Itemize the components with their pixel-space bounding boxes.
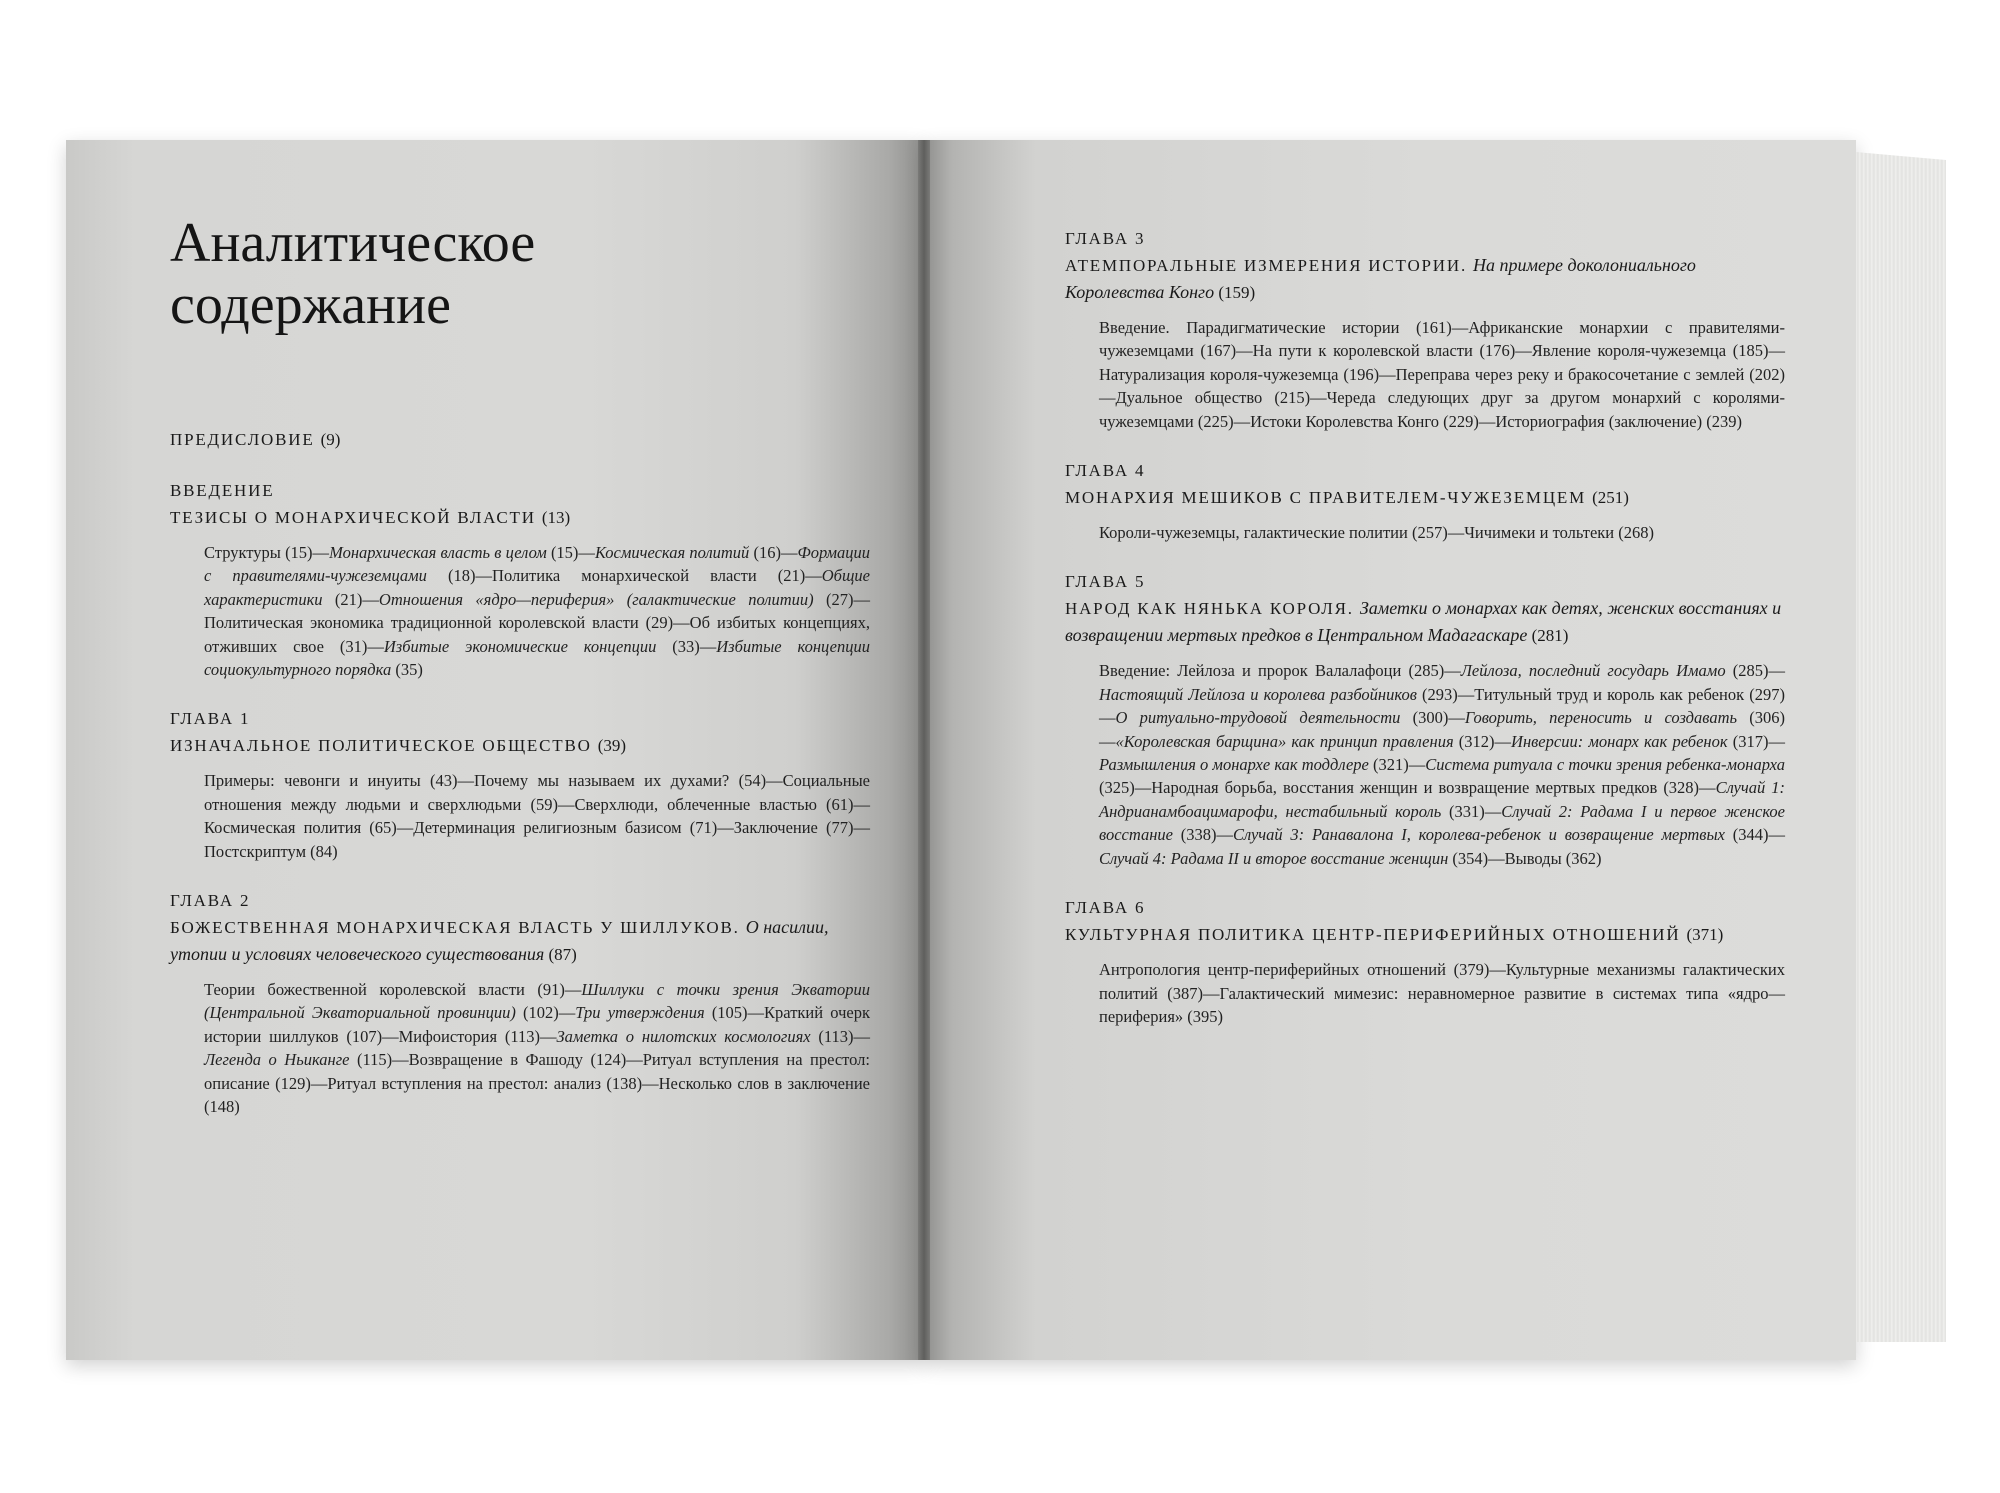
section-heading: МОНАРХИЯ МЕШИКОВ С ПРАВИТЕЛЕМ-ЧУЖЕЗЕМЦЕМ (251): [1065, 488, 1629, 508]
section-heading: БОЖЕСТВЕННАЯ МОНАРХИЧЕСКАЯ ВЛАСТЬ У ШИЛЛУКОВ. О насилии, утопии и условиях человеческого существования (87): [170, 917, 829, 965]
section-entries: Антропология центр-периферийных отношений (379)—Культурные механизмы галактических политий (387)—Галактический мимезис: неравномерное развитие в системах типа «ядро—периферия» (395): [1099, 960, 1785, 1026]
section-entries: Примеры: чевонги и инуиты (43)—Почему мы называем их духами? (54)—Социальные отношения между людьми и сверхлюдьми (59)—Сверхлюди, облеченные властью (61)—Космическая полития (65)—Детерминация религиозным базисом (71)—Заключение (77)—Постскриптум (84): [204, 771, 870, 861]
toc-section: [170, 887, 870, 1118]
section-entries: Короли-чужеземцы, галактические политии (257)—Чичимеки и тольтеки (268): [1099, 523, 1654, 543]
section-entries: Структуры (15)—Монархическая власть в целом (15)—Космическая политий (16)—Формации с правителями-чужеземцами (18)—Политика монархической власти (21)—Общие характеристики (21)—Отношения «ядро—периферия» (галактические политии) (27)—Политическая экономика традиционной королевской власти (29)—Об избитых концепциях, отживших свое (31)—Избитые экономические концепции (33)—Избитые концепции социокультурного порядка (35): [204, 543, 871, 680]
section-label: ГЛАВА 6: [1065, 898, 1146, 918]
section-heading: ПРЕДИСЛОВИЕ (9): [170, 430, 341, 449]
right-toc-list: [1065, 225, 1785, 1028]
toc-section: [170, 426, 870, 453]
section-label: ГЛАВА 5: [1065, 572, 1146, 592]
toc-section: [1065, 225, 1785, 433]
book-spine: [918, 140, 930, 1360]
toc-section: [1065, 568, 1785, 870]
section-entries: Теории божественной королевской власти (91)—Шиллуки с точки зрения Экватории (Центральной Экваториальной провинции) (102)—Три утверждения (105)—Краткий очерк истории шиллуков (107)—Мифоистория (113)—Заметка о нилотских космологиях (113)—Легенда о Ньиканге (115)—Возвращение в Фашоду (124)—Ритуал вступления на престол: описание (129)—Ритуал вступления на престол: анализ (138)—Несколько слов в заключение (148): [204, 980, 870, 1117]
section-heading: АТЕМПОРАЛЬНЫЕ ИЗМЕРЕНИЯ ИСТОРИИ. На примере доколониального Королевства Конго (159): [1065, 255, 1696, 302]
toc-section: [170, 477, 870, 681]
section-entries: Введение. Парадигматические истории (161)—Африканские монархии с правителями-чужеземцами (167)—На пути к королевской власти (176)—Явление короля-чужеземца (185)—Натурализация короля-чужеземца (196)—Переправа через реку и бракосочетание с землей (202)—Дуальное общество (215)—Череда следующих друг за другом монархий с королями-чужеземцами (225)—Истоки Королевства Конго (229)—Историография (заключение) (239): [1099, 318, 1785, 431]
section-label: ГЛАВА 4: [1065, 461, 1146, 481]
page-edges: [1856, 152, 1946, 1342]
toc-section: [1065, 457, 1785, 544]
section-label: ГЛАВА 2: [170, 891, 251, 911]
page-title: Аналитическое содержание: [170, 212, 536, 336]
section-heading: НАРОД КАК НЯНЬКА КОРОЛЯ. Заметки о монархах как детях, женских восстаниях и возвращении мертвых предков в Центральном Мадагаскаре (281): [1065, 598, 1782, 646]
section-entries: Введение: Лейлоза и пророк Валалафоци (285)—Лейлоза, последний государь Имамо (285)—Настоящий Лейлоза и королева разбойников (293)—Титульный труд и король как ребенок (297)—О ритуально-трудовой деятельности (300)—Говорить, переносить и создавать (306)—«Королевская барщина» как принцип правления (312)—Инверсии: монарх как ребенок (317)—Размышления о монархе как тоддлере (321)—Система ритуала с точки зрения ребенка-монарха (325)—Народная борьба, восстания женщин и возвращение мертвых предков (328)—Случай 1: Андрианамбоацимарофи, нестабильный король (331)—Случай 2: Радама I и первое женское восстание (338)—Случай 3: Ранавалона I, королева-ребенок и возвращение мертвых (344)—Случай 4: Радама II и второе восстание женщин (354)—Выводы (362): [1099, 661, 1786, 868]
left-toc-list: [170, 426, 870, 1119]
section-label: ГЛАВА 1: [170, 709, 251, 729]
toc-section: [170, 705, 870, 863]
right-column: [1065, 225, 1785, 1052]
section-label: ВВЕДЕНИЕ: [170, 481, 275, 500]
left-column: [170, 212, 870, 1143]
section-heading: ИЗНАЧАЛЬНОЕ ПОЛИТИЧЕСКОЕ ОБЩЕСТВО (39): [170, 736, 627, 756]
section-heading: ТЕЗИСЫ О МОНАРХИЧЕСКОЙ ВЛАСТИ (13): [170, 508, 571, 527]
section-label: ГЛАВА 3: [1065, 229, 1146, 248]
toc-section: [1065, 894, 1785, 1028]
section-heading: КУЛЬТУРНАЯ ПОЛИТИКА ЦЕНТР-ПЕРИФЕРИЙНЫХ ОТНОШЕНИЙ (371): [1065, 925, 1724, 945]
